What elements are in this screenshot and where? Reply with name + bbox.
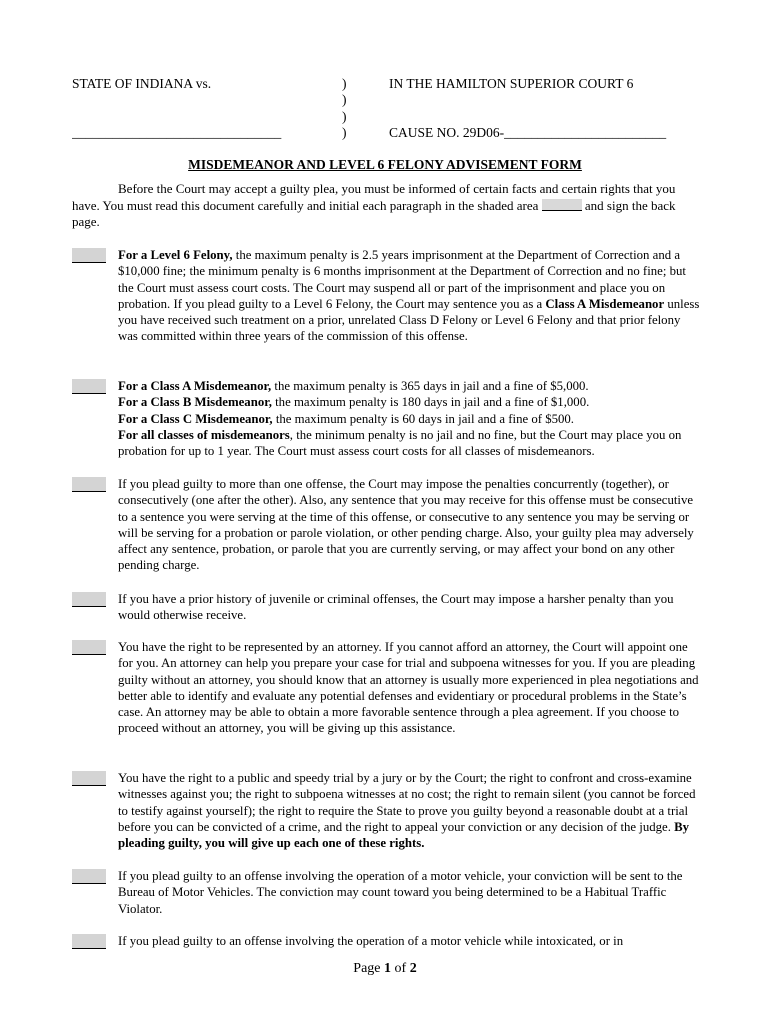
page-current: 1 — [384, 961, 392, 976]
paragraph-misdemeanors — [72, 378, 702, 459]
paragraph-text: the maximum penalty is 60 days in jail and a fine of $500. — [272, 411, 575, 426]
paragraph-prior-history — [72, 591, 702, 624]
initial-box[interactable] — [72, 477, 106, 492]
initial-box[interactable] — [72, 869, 106, 884]
paragraph-motor-vehicle — [72, 868, 702, 917]
intro-paragraph — [72, 181, 702, 231]
paragraph-lead: For a Class A Misdemeanor, — [118, 379, 272, 393]
paragraph-text: , the minimum penalty is no jail and no fine, but the Court may place you on probation for up to 1 year. The Court must assess court costs for all classes of misdemeanors. — [118, 427, 682, 459]
paragraph-lead: For a Class C Misdemeanor, — [118, 411, 273, 426]
paragraph-lead: For a Level 6 Felony, — [118, 248, 233, 262]
court-name: IN THE HAMILTON SUPERIOR COURT 6 — [389, 76, 634, 91]
paren: ) — [342, 76, 347, 91]
shaded-area-example — [542, 199, 582, 211]
of-word: of — [394, 961, 407, 976]
paragraph-text: If you plead guilty to an offense involving the operation of a motor vehicle, your conviction will be sent to the Bureau of Motor Vehicles. The conviction may count toward you being determined to be a Habitual Traffic Violator. — [118, 869, 683, 916]
paragraph-text: You have the right to a public and speedy trial by a jury or by the Court; the right to confront and cross-examine witnesses against you; the right to subpoena witnesses at no cost; the right to remain silent (you cannot be forced to testify against yourself); the right to require the State to prove you guilty beyond a reasonable doubt at a trial before you can be convicted of a crime, and the right to appeal your conviction or any decision of the judge. — [118, 771, 696, 834]
paragraph-text: If you plead guilty to more than one offense, the Court may impose the penalties concurrently (together), or consecutively (one after the other). Also, any sentence that you may receive for this offense must be consecutive to a sentence you were serving at the time of this offense, or consecutive to any sentence you may be serving or will be serving for a probation or parole violation, or other pending charge. Also, your guilty plea may adversely affect any sentence, probation, or parole that you are currently serving, or may affect your bond on any other pending charge. — [118, 477, 694, 573]
paragraph-text: If you have a prior history of juvenile or criminal offenses, the Court may impose a harsher penalty than you would otherwise receive. — [118, 592, 674, 623]
initial-box[interactable] — [72, 934, 106, 949]
paragraph-intoxicated — [72, 933, 702, 949]
defendant-name-line[interactable]: _______________________________ — [72, 125, 282, 140]
initial-box[interactable] — [72, 592, 106, 607]
page-number — [0, 961, 770, 977]
intro-text-end: and sign the back page. — [72, 197, 676, 229]
initial-box[interactable] — [72, 248, 106, 263]
paragraph-attorney — [72, 639, 702, 737]
paragraph-text: If you plead guilty to an offense involving the operation of a motor vehicle while intoxicated, or in — [118, 934, 624, 948]
paragraph-multiple-offenses — [72, 476, 702, 574]
paragraph-text: the maximum penalty is 180 days in jail and a fine of $1,000. — [271, 395, 590, 410]
paren: ) — [342, 92, 347, 107]
cause-number[interactable]: CAUSE NO. 29D06-________________________ — [389, 125, 667, 140]
initial-box[interactable] — [72, 771, 106, 786]
paragraph-bold: By pleading guilty, you will give up each one of these rights. — [118, 819, 690, 851]
paragraph-text: unless you have received such treatment on a prior, unrelated Class D Felony or Level 6 Felony and that prior felony was committed within three years of the commission of this offense. — [118, 296, 700, 344]
paragraph-trial-rights — [72, 770, 702, 851]
intro-text: Before the Court may accept a guilty plea, you must be informed of certain facts and certain rights that you have. You must read this document carefully and initial each paragraph in the shaded area — [72, 181, 676, 213]
paragraph-bold: Class A Misdemeanor — [545, 296, 665, 311]
paragraph-text: You have the right to be represented by an attorney. If you cannot afford an attorney, the Court will appoint one for you. An attorney can help you prepare your case for trial and subpoena witnesses for you. If you are pleading guilty without an attorney, you should know that an attorney is usually more experienced in plea negotiations and better able to identify and evaluate any potential defenses and evidentiary or procedural problems in the State’s case. An attorney may be able to obtain a more favorable sentence through a plea agreement. If you choose to proceed without an attorney, you will be giving up this assistance. — [118, 640, 699, 736]
state-label: STATE OF INDIANA vs. — [72, 76, 212, 91]
paragraph-text: the maximum penalty is 365 days in jail and a fine of $5,000. — [271, 379, 589, 393]
page-total: 2 — [409, 961, 417, 976]
initial-box[interactable] — [72, 640, 106, 655]
initial-box[interactable] — [72, 379, 106, 394]
page-word: Page — [353, 961, 381, 976]
form-title: MISDEMEANOR AND LEVEL 6 FELONY ADVISEMENT FORM — [188, 157, 582, 172]
paren: ) — [342, 109, 347, 124]
paragraph-level6-felony — [72, 247, 702, 345]
paren: ) — [342, 125, 347, 140]
paragraph-text: the maximum penalty is 2.5 years imprisonment at the Department of Correction and a $10,000 fine; the minimum penalty is 6 months imprisonment at the Department of Correction and no fine; but the Court must assess court costs. The Court may suspend all or part of the imprisonment and place you on probation. If you plead guilty to a Level 6 Felony, the Court may sentence you as a — [118, 248, 686, 311]
paragraph-lead: For a Class B Misdemeanor, — [118, 395, 272, 410]
paragraph-lead: For all classes of misdemeanors — [118, 427, 290, 442]
